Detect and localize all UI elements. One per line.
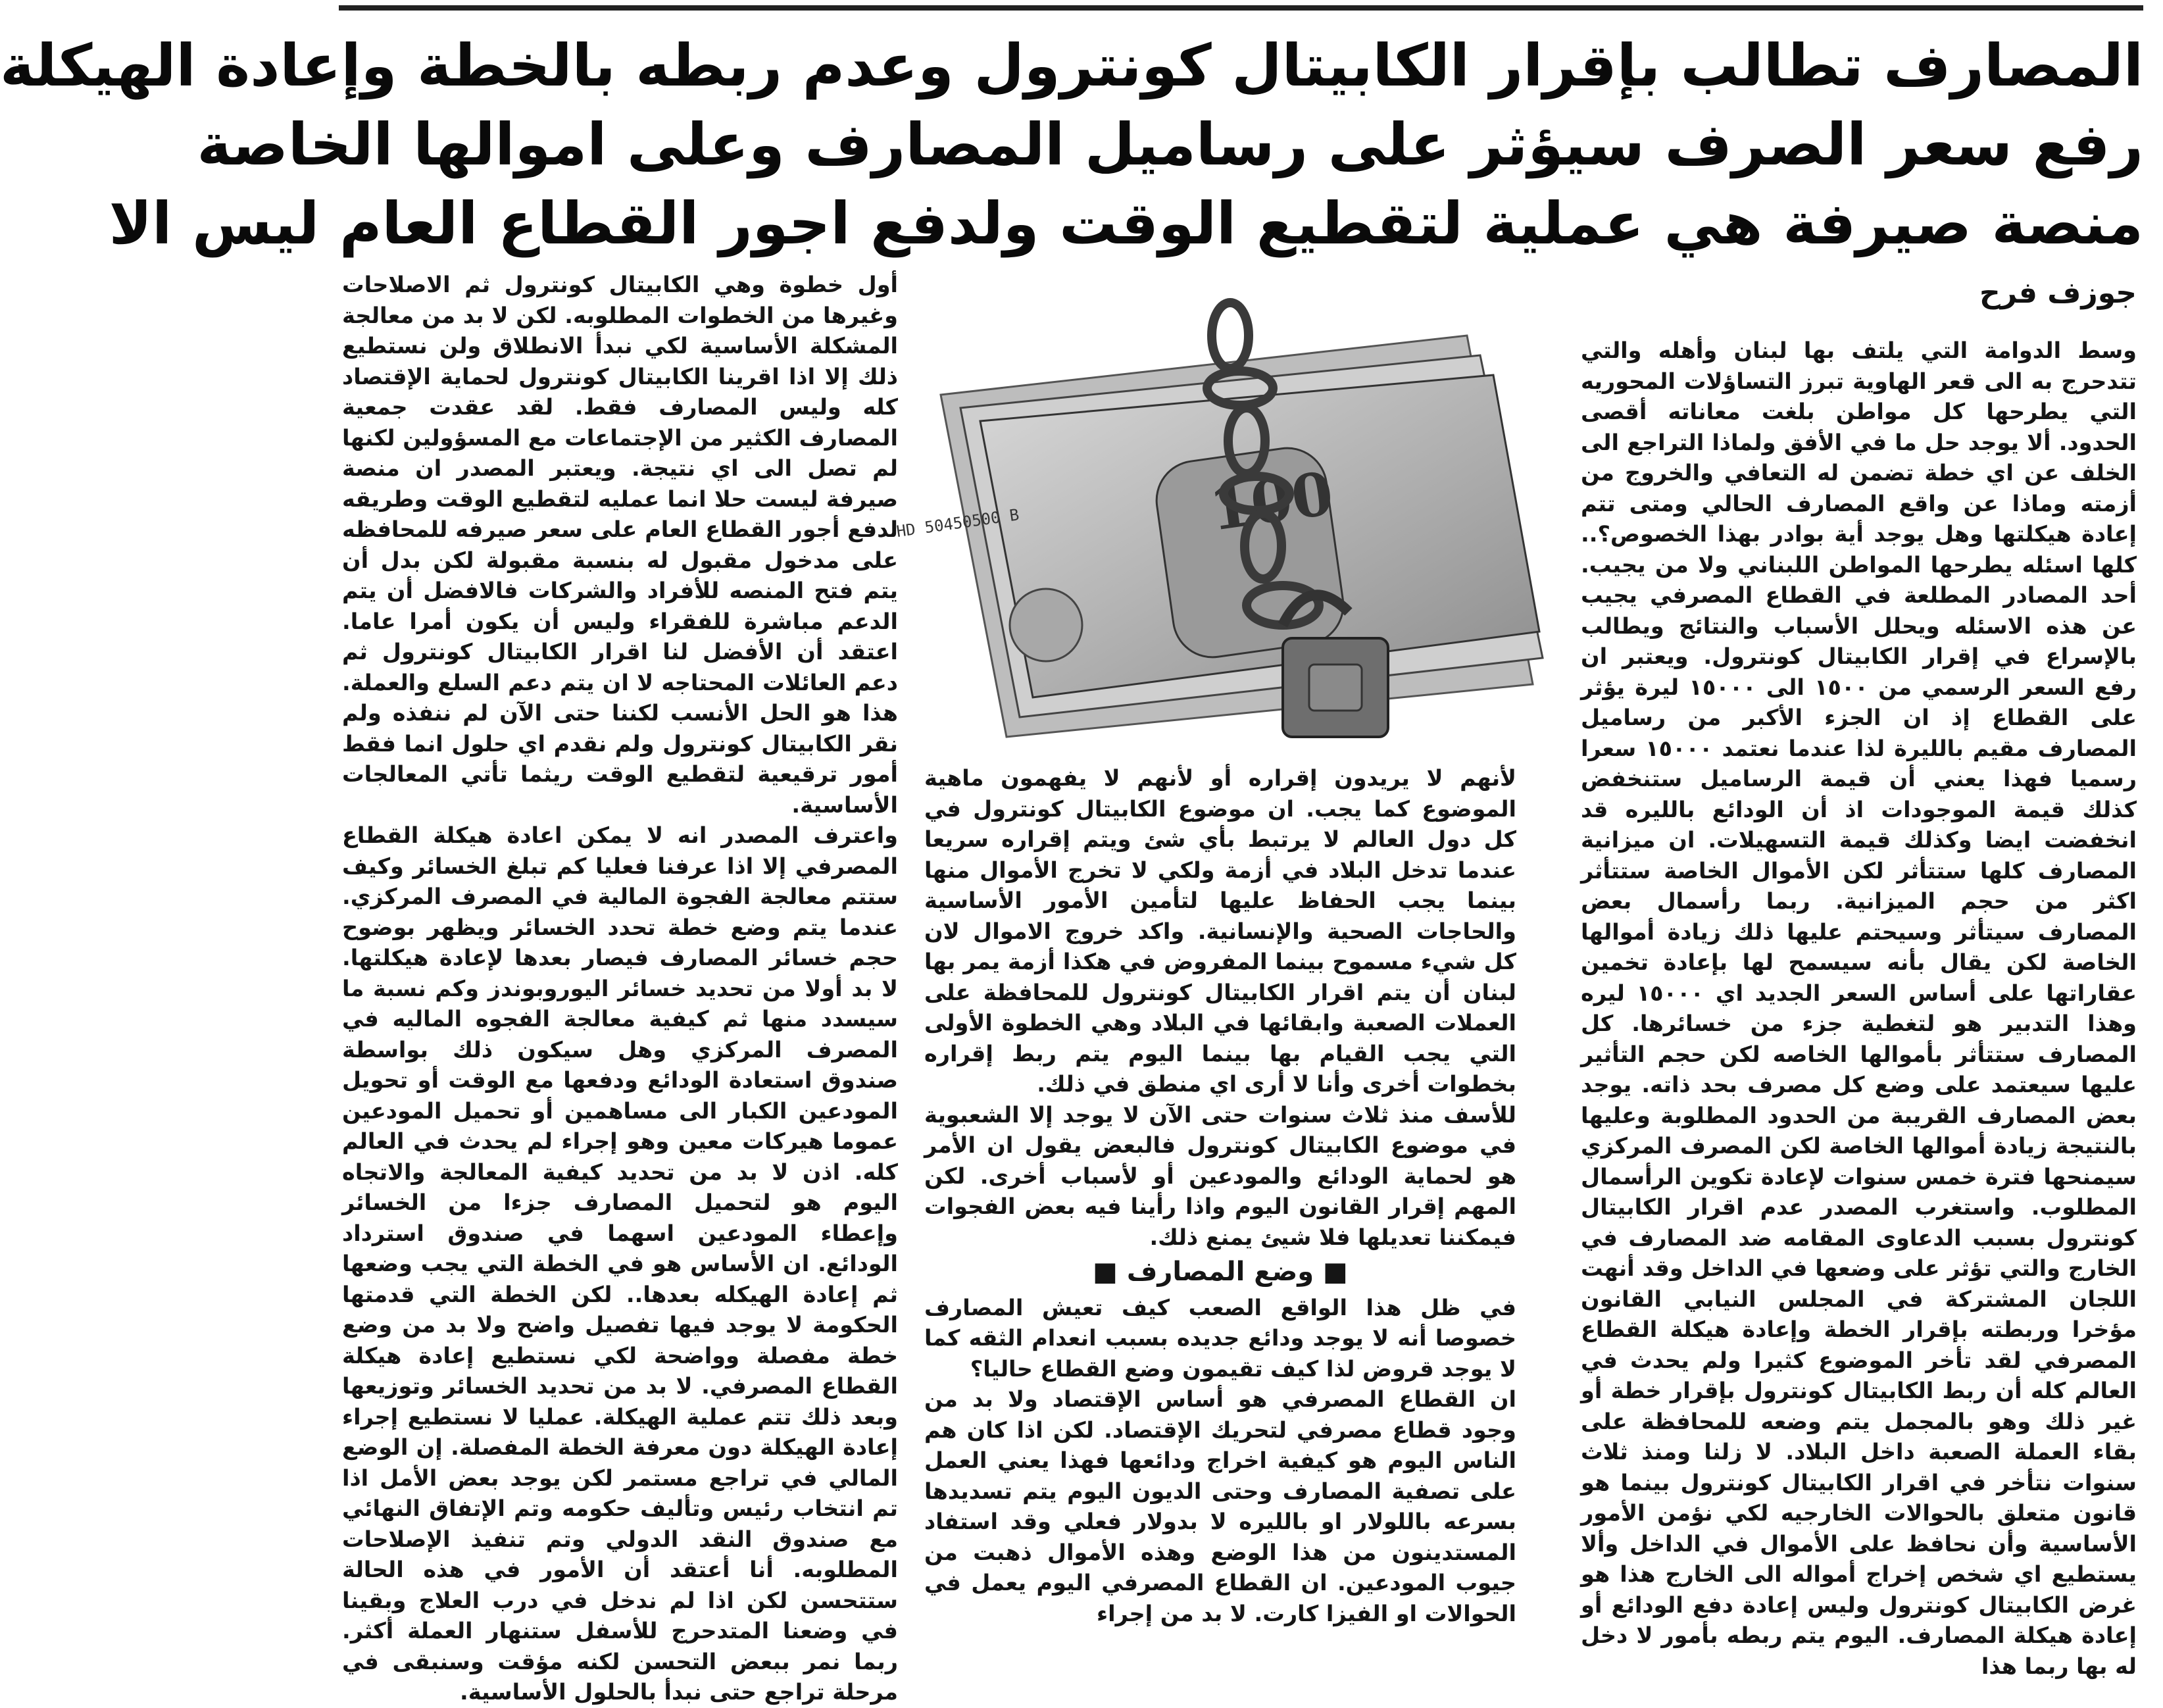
headline-block xyxy=(0,26,2143,263)
paragraph: لأنهم لا يريدون إقراره أو لأنهم لا يفهمون ماهية الموضوع كما يجب. ان موضوع الكابيتال كونترول في كل دول العالم لا يرتبط بأي شئ ويتم إقراره سريعا عندما تدخل البلاد في أزمة ولكي لا تخرج الأموال منها بينما يجب الحفاظ عليها لتأمين الأمور الأساسية والحاجات الصحية والإنسانية. واكد خروج الاموال لان كل شيء مسموح بينما المفروض في هكذا أزمة يمر بها لبنان أن يتم اقرار الكابيتال كونترول للمحافظة على العملات الصعبة وابقائها في البلاد وهي الخطوة الأولى التي يجب القيام بها بينما اليوم يتم ربط إقراره بخطوات أخرى وأنا لا أرى اي منطق في ذلك. xyxy=(924,765,1516,1097)
paragraph: في ظل هذا الواقع الصعب كيف تعيش المصارف خصوصا أنه لا يوجد ودائع جديده بسبب انعدام الثقه كما لا يوجد قروض لذا كيف تقيمون وضع القطاع حاليا؟ xyxy=(924,1294,1516,1382)
byline: جوزف فرح xyxy=(1979,276,2137,310)
chained-dollars-icon xyxy=(895,316,1572,750)
article-column-right xyxy=(1581,336,2137,1679)
headline-1: المصارف تطالب بإقرار الكابيتال كونترول وعدم ربطه بالخطة وإعادة الهيكلة xyxy=(0,32,2143,99)
paragraph: للأسف منذ ثلاث سنوات حتى الآن لا يوجد إلا الشعبوية في موضوع الكابيتال كونترول فالبعض يقول ان الأمر هو لحماية الودائع والمودعين أو لأسباب أخرى. لكن المهم إقرار القانون اليوم واذا رأينا فيه بعض الفجوات فيمكننا تعديلها فلا شيئ يمنع ذلك. xyxy=(924,1101,1516,1250)
headline-2: رفع سعر الصرف سيؤثر على رساميل المصارف وعلى اموالها الخاصة xyxy=(197,111,2143,178)
article-column-middle xyxy=(924,763,1516,1651)
serial-number: HD 50450500 B xyxy=(895,505,1020,541)
paragraph: وسط الدوامة التي يلتف بها لبنان وأهله والتي تتدحرج به الى قعر الهاوية تبرز التساؤلات المحوريه التي يطرحها كل مواطن بلغت معاناته أقصى الحدود. ألا يوجد حل ما في الأفق ولماذا التراجع الى الخلف عن اي خطة تضمن له التعافي والخروج من أزمته وماذا عن واقع المصارف الحالي ومتى تتم إعادة هيكلتها وهل يوجد أية بوادر بهذا الخصوص؟.. كلها اسئله يطرحها المواطن اللبناني ولا من يجيب. أحد المصادر المطلعة في القطاع المصرفي يجيب عن هذه الاسئله ويحلل الأسباب والنتائج ويطالب بالإسراع في إقرار الكابيتال كونترول. ويعتبر ان رفع السعر الرسمي من ١٥٠٠ الى ١٥٠٠٠ ليرة يؤثر على القطاع إذ ان الجزء الأكبر من رساميل المصارف مقيم بالليرة لذا عندما نعتمد ١٥٠٠٠ سعرا رسميا فهذا يعني أن قيمة الرساميل ستنخفض كذلك قيمة الموجودات اذ أن الودائع بالليره قد انخفضت ايضا وكذلك قيمة التسهيلات. ان ميزانية المصارف كلها ستتأثر لكن الأموال الخاصة ستتأثر اكثر من حجم الميزانية. ربما رأسمال بعض المصارف سيتأثر وسيحتم عليها ذلك زيادة أموالها الخاصة لكن يقال بأنه سيسمح لها بإعادة تخمين عقاراتها على أساس السعر الجديد اي ١٥٠٠٠ ليره وهذا التدبير هو لتغطية جزء من خسائرها. كل المصارف ستتأثر بأموالها الخاصه لكن حجم التأثير عليها سيعتمد على وضع كل مصرف بحد ذاته. يوجد بعض المصارف القريبة من الحدود المطلوبة وعليها بالنتيجة زيادة أموالها الخاصة لكن المصرف المركزي سيمنحها فترة خمس سنوات لإعادة تكوين الرأسمال المطلوب. واستغرب المصدر عدم اقرار الكابيتال كونترول بسبب الدعاوى المقامه ضد المصارف في الخارج والتي تؤثر على وضعها في الداخل وقد أنهت اللجان المشتركة في المجلس النيابي القانون مؤخرا وربطته بإقرار الخطة وإعادة هيكلة القطاع المصرفي لقد تأخر الموضوع كثيرا ولم يحدث في العالم كله أن ربط الكابيتال كونترول بإقرار خطة أو غير ذلك وهو بالمجمل يتم وضعه للمحافظة على بقاء العملة الصعبة داخل البلاد. لا زلنا ومنذ ثلاث سنوات نتأخر في اقرار الكابيتال كونترول بينما هو قانون متعلق بالحوالات الخارجيه لكي نؤمن الأمور الأساسية وأن نحافظ على الأموال في الداخل وألا يستطيع اي شخص إخراج أمواله الى الخارج هذا هو غرض الكابيتال كونترول وليس إعادة دفع الودائع أو إعادة هيكلة المصارف. اليوم يتم ربطه بأمور لا دخل له بها ربما هذا xyxy=(1581,338,2137,1679)
article-column-left xyxy=(342,270,898,1705)
article-photo xyxy=(895,316,1572,750)
paragraph: أول خطوة وهي الكابيتال كونترول ثم الاصلاحات وغيرها من الخطوات المطلوبه. لكن لا بد من معالجة المشكلة الأساسية لكي نبدأ الانطلاق ولن نستطيع ذلك إلا اذا اقرينا الكابيتال كونترول لحماية الإقتصاد كله وليس المصارف فقط. لقد عقدت جمعية المصارف الكثير من الإجتماعات مع المسؤولين لكنها لم تصل الى اي نتيجة. ويعتبر المصدر ان منصة صيرفة ليست حلا انما عمليه لتقطيع الوقت وطريقه لدفع أجور القطاع العام على سعر صيرفه للمحافظه على مدخول مقبول له بنسبة مقبولة لكن بدل أن يتم فتح المنصه للأفراد والشركات فالافضل أن يتم الدعم مباشرة للفقراء وليس أن يكون أمرا عاما. اعتقد أن الأفضل لنا اقرار الكابيتال كونترول ثم دعم العائلات المحتاجه لا ان يتم دعم السلع والعملة. هذا هو الحل الأنسب لكننا حتى الآن لم ننفذه ولم نقر الكابيتال كونترول ولم نقدم اي حلول انما فقط أمور ترقيعية لتقطيع الوقت ريثما تأتي المعالجات الأساسية. xyxy=(342,272,898,818)
paragraph: واعترف المصدر انه لا يمكن اعادة هيكلة القطاع المصرفي إلا اذا عرفنا فعليا كم تبلغ الخسائر وكيف ستتم معالجة الفجوة المالية في المصرف المركزي. عندما يتم وضع خطة تحدد الخسائر ويظهر بوضوح حجم خسائر المصارف فيصار بعدها لإعادة هيكلتها. لا بد أولا من تحديد خسائر اليوروبوندز وكم نسبة ما سيسدد منها ثم كيفية معالجة الفجوه الماليه في المصرف المركزي وهل سيكون ذلك بواسطة صندوق استعادة الودائع ودفعها مع الوقت أو تحويل المودعين الكبار الى مساهمين أو تحميل المودعين عموما هيركات معين وهو إجراء لم يحدث في العالم كله. اذن لا بد من تحديد كيفية المعالجة والاتجاه اليوم هو لتحميل المصارف جزءا من الخسائر وإعطاء المودعين اسهما في صندوق استرداد الودائع. ان الأساس هو في الخطة التي يجب وضعها ثم إعادة الهيكله بعدها.. لكن الخطة التي قدمتها الحكومة لا يوجد فيها تفصيل واضح ولا بد من وضع خطة مفصلة وواضحة لكي نستطيع إعادة هيكلة القطاع المصرفي. لا بد من تحديد الخسائر وتوزيعها وبعد ذلك تتم عملية الهيكلة. عمليا لا نستطيع إجراء إعادة الهيكلة دون معرفة الخطة المفصلة. إن الوضع المالي في تراجع مستمر لكن يوجد بعض الأمل اذا تم انتخاب رئيس وتأليف حكومه وتم الإتفاق النهائي مع صندوق النقد الدولي وتم تنفيذ الإصلاحات المطلوبه. أنا أعتقد أن الأمور في هذه الحالة ستتحسن لكن اذا لم ندخل في درب العلاج وبقينا في وضعنا المتدحرج للأسفل ستنهار العملة أكثر. ربما نمر ببعض التحسن لكنه مؤقت وسنبقى في مرحلة تراجع حتى نبدأ بالحلول الأساسية. xyxy=(342,822,898,1705)
top-rule xyxy=(339,5,2143,11)
section-subheading: ■ وضع المصارف ■ xyxy=(1093,1257,1348,1287)
paragraph: ان القطاع المصرفي هو أساس الإقتصاد ولا بد من وجود قطاع مصرفي لتحريك الإقتصاد. لكن اذا كان هم الناس اليوم هو كيفية اخراج ودائعها فهذا يعني العمل على تصفية المصارف وحتى الديون اليوم يتم تسديدها بسرعه باللولار او بالليره لا بدولار فعلي وقد استفاد المستدينون من هذا الوضع وهذه الأموال ذهبت من جيوب المودعين. ان القطاع المصرفي اليوم يعمل في الحوالات او الفيزا كارت. لا بد من إجراء xyxy=(924,1386,1516,1626)
banknote-stack xyxy=(895,336,1543,737)
headline-3: منصة صيرفة هي عملية لتقطيع الوقت ولدفع اجور القطاع العام ليس الا xyxy=(109,189,2143,257)
denomination-mark: 100 xyxy=(1205,458,1338,545)
